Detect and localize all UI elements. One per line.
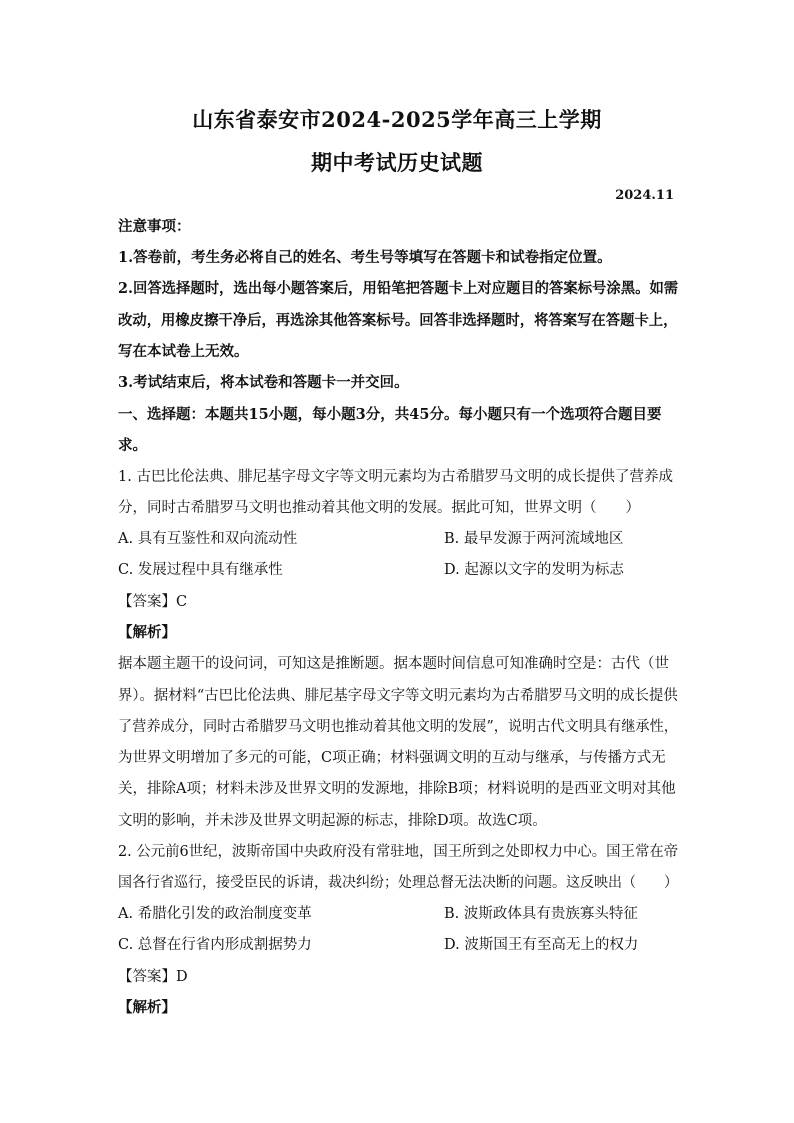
q1-option-a: A. 具有互鉴性和双向流动性 bbox=[118, 531, 298, 547]
q2-option-c: C. 总督在行省内形成割据势力 bbox=[118, 937, 312, 953]
q1-analysis-line-2: 界）。据材料“古巴比伦法典、腓尼基字母文字等文明元素均为古希腊罗马文明的成长提供 bbox=[118, 688, 678, 704]
section-heading-line-2: 求。 bbox=[118, 437, 147, 454]
q1-option-b: B. 最早发源于两河流域地区 bbox=[444, 531, 624, 547]
exam-title-line1: 山东省泰安市2024-2025学年高三上学期 bbox=[192, 107, 602, 132]
q2-option-d: D. 波斯国王有至高无上的权力 bbox=[444, 937, 639, 953]
q2-analysis-label: 【解析】 bbox=[118, 999, 176, 1016]
q2-stem-line-2: 国各行省巡行，接受臣民的诉请，裁决纠纷；处理总督无法决断的问题。这反映出（ ） bbox=[118, 875, 678, 891]
notice-item-2-line-3: 写在本试卷上无效。 bbox=[118, 343, 249, 360]
section-heading-line-1: 一、选择题：本题共15小题，每小题3分，共45分。每小题只有一个选项符合题目要 bbox=[118, 406, 662, 423]
notice-item-2-line-2: 改动，用橡皮擦干净后，再选涂其他答案标号。回答非选择题时，将答案写在答题卡上， bbox=[118, 312, 678, 329]
q1-analysis-label: 【解析】 bbox=[118, 624, 176, 641]
q1-analysis-line-1: 据本题主题干的设问词，可知这是推断题。据本题时间信息可知准确时空是：古代（世 bbox=[118, 656, 669, 672]
exam-date: 2024.11 bbox=[615, 188, 674, 203]
q1-analysis-line-5: 关，排除A项；材料未涉及世界文明的发源地，排除B项；材料说明的是西亚文明对其他 bbox=[118, 781, 676, 797]
q1-analysis-line-3: 了营养成分，同时古希腊罗马文明也推动着其他文明的发展”，说明古代文明具有继承性， bbox=[118, 719, 678, 735]
q1-stem-line-1: 1. 古巴比伦法典、腓尼基字母文字等文明元素均为古希腊罗马文明的成长提供了营养成 bbox=[118, 469, 673, 485]
q1-analysis-line-4: 为世界文明增加了多元的可能，C项正确；材料强调文明的互动与继承，与传播方式无 bbox=[118, 750, 666, 766]
q2-answer: 【答案】D bbox=[118, 969, 188, 985]
q2-option-b: B. 波斯政体具有贵族寡头特征 bbox=[444, 906, 638, 922]
notice-item-3: 3.考试结束后，将本试卷和答题卡一并交回。 bbox=[118, 374, 409, 391]
q2-option-a: A. 希腊化引发的政治制度变革 bbox=[118, 906, 312, 922]
q1-option-d: D. 起源以文字的发明为标志 bbox=[444, 562, 624, 578]
exam-title-line2: 期中考试历史试题 bbox=[311, 150, 483, 175]
notice-heading: 注意事项： bbox=[118, 218, 191, 235]
q1-answer: 【答案】C bbox=[118, 594, 188, 610]
q1-analysis-line-6: 文明的影响，并未涉及世界文明起源的标志，排除D项。故选C项。 bbox=[118, 813, 547, 829]
notice-item-2-line-1: 2.回答选择题时，选出每小题答案后，用铅笔把答题卡上对应题目的答案标号涂黑。如需 bbox=[118, 280, 679, 297]
q2-stem-line-1: 2. 公元前6世纪，波斯帝国中央政府没有常驻地，国王所到之处即权力中心。国王常在帝 bbox=[118, 844, 679, 860]
notice-item-1: 1.答卷前，考生务必将自己的姓名、考生号等填写在答题卡和试卷指定位置。 bbox=[118, 249, 612, 266]
q1-stem-line-2: 分，同时古希腊罗马文明也推动着其他文明的发展。据此可知，世界文明（ ） bbox=[118, 500, 640, 516]
q1-option-c: C. 发展过程中具有继承性 bbox=[118, 562, 283, 578]
